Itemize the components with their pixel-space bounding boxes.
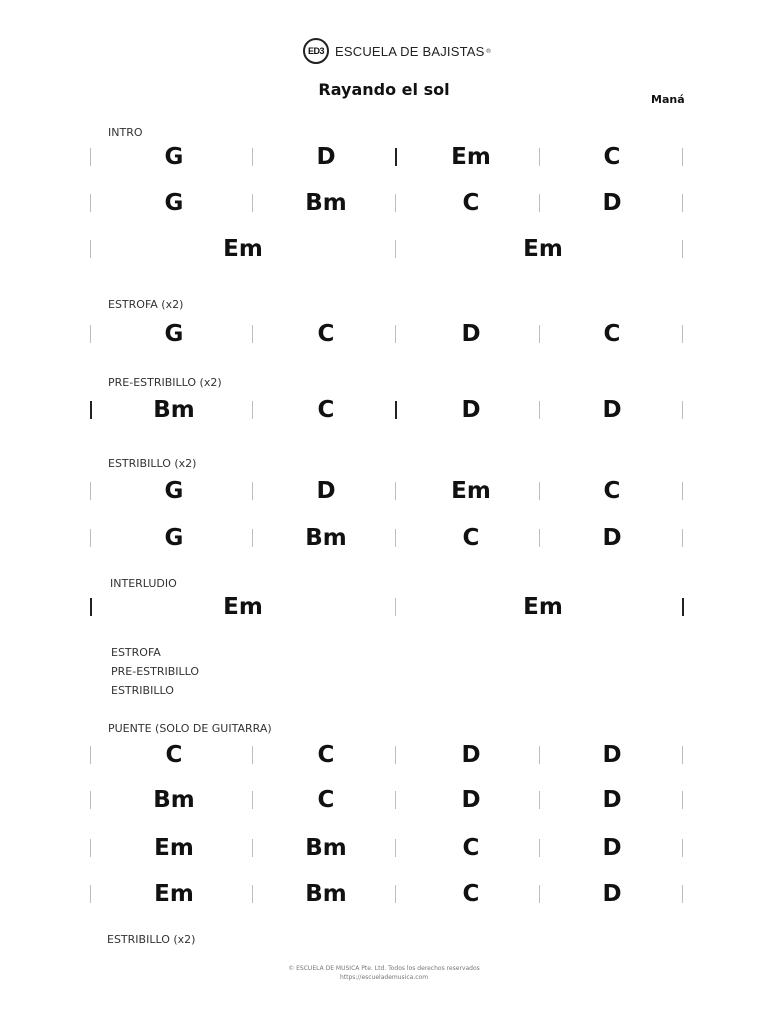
bar-line	[539, 746, 540, 764]
bar-line	[252, 839, 253, 857]
chord: G	[164, 144, 184, 170]
chord-row	[88, 521, 684, 555]
chord: G	[164, 190, 184, 216]
bar-line	[395, 148, 397, 166]
chord: C	[603, 478, 621, 504]
bar-line	[682, 325, 683, 343]
bar-line	[682, 240, 683, 258]
bar-line	[539, 529, 540, 547]
bar-line	[90, 529, 91, 547]
bar-line	[539, 885, 540, 903]
section-label-estribillo: ESTRIBILLO (x2)	[108, 457, 197, 470]
section-label-interludio: INTERLUDIO	[110, 577, 177, 590]
bar-line	[252, 148, 253, 166]
bar-line	[90, 240, 91, 258]
chord-row	[88, 393, 684, 427]
bar-line	[252, 529, 253, 547]
bar-line	[682, 839, 683, 857]
bar-line	[395, 529, 396, 547]
bar-line	[539, 194, 540, 212]
bar-line	[682, 885, 683, 903]
chord: Em	[154, 835, 194, 861]
song-title: Rayando el sol	[318, 80, 450, 99]
bar-line	[395, 401, 397, 419]
bar-line	[90, 148, 91, 166]
chord-row	[88, 877, 684, 911]
chord: Bm	[305, 881, 347, 907]
bar-line	[395, 839, 396, 857]
chord-row	[88, 140, 684, 174]
chord: Em	[523, 594, 563, 620]
chord: C	[317, 321, 335, 347]
logo-badge-icon: ED3	[303, 38, 329, 64]
section-label-pre-estribillo: PRE-ESTRIBILLO (x2)	[108, 376, 222, 389]
bar-line	[252, 194, 253, 212]
chord: Em	[154, 881, 194, 907]
bar-line	[539, 325, 540, 343]
bar-line	[252, 482, 253, 500]
chord: D	[461, 787, 481, 813]
chord-row	[88, 590, 684, 624]
chord: Em	[223, 236, 263, 262]
bar-line	[395, 194, 396, 212]
section-label-pre-estribillo-plain: PRE-ESTRIBILLO	[111, 665, 200, 678]
chord-row	[88, 232, 684, 266]
section-label-estribillo-plain: ESTRIBILLO	[111, 684, 174, 697]
chord-row	[88, 783, 684, 817]
bar-line	[682, 148, 683, 166]
bar-line	[682, 401, 683, 419]
bar-line	[90, 885, 91, 903]
registered-mark: ®	[485, 47, 492, 55]
chord: C	[462, 190, 480, 216]
bar-line	[682, 598, 684, 616]
bar-line	[395, 885, 396, 903]
chord: D	[602, 835, 622, 861]
bar-line	[682, 482, 683, 500]
chord-row	[88, 317, 684, 351]
chord: Em	[223, 594, 263, 620]
section-label-estrofa-plain: ESTROFA	[111, 646, 161, 659]
bar-line	[395, 791, 396, 809]
chord-row	[88, 738, 684, 772]
chord: Bm	[153, 787, 195, 813]
chord: D	[602, 525, 622, 551]
chord: D	[602, 787, 622, 813]
chord: C	[462, 881, 480, 907]
chord: C	[317, 742, 335, 768]
chord: D	[316, 478, 336, 504]
bar-line	[90, 401, 92, 419]
chord: G	[164, 478, 184, 504]
bar-line	[539, 482, 540, 500]
section-label-intro: INTRO	[108, 126, 143, 139]
section-label-puente: PUENTE (SOLO DE GUITARRA)	[108, 722, 272, 735]
logo-text: ESCUELA DE BAJISTAS	[335, 43, 485, 59]
chord: D	[602, 190, 622, 216]
chord: D	[461, 321, 481, 347]
bar-line	[90, 482, 91, 500]
chord: G	[164, 321, 184, 347]
chord: C	[462, 835, 480, 861]
bar-line	[539, 791, 540, 809]
bar-line	[395, 240, 396, 258]
bar-line	[252, 401, 253, 419]
bar-line	[90, 194, 91, 212]
chord: C	[165, 742, 183, 768]
chord-row	[88, 474, 684, 508]
chord: D	[602, 397, 622, 423]
chord-row	[88, 831, 684, 865]
bar-line	[90, 598, 92, 616]
bar-line	[682, 746, 683, 764]
bar-line	[539, 839, 540, 857]
bar-line	[395, 598, 396, 616]
bar-line	[90, 325, 91, 343]
chord: Bm	[305, 835, 347, 861]
bar-line	[395, 746, 396, 764]
chord: Bm	[305, 525, 347, 551]
chord: D	[602, 881, 622, 907]
chord: G	[164, 525, 184, 551]
bar-line	[395, 325, 396, 343]
chord: Em	[451, 478, 491, 504]
chord: Bm	[153, 397, 195, 423]
bar-line	[539, 148, 540, 166]
bar-line	[682, 194, 683, 212]
chord: Em	[451, 144, 491, 170]
bar-line	[90, 839, 91, 857]
chord: C	[317, 397, 335, 423]
chord: Em	[523, 236, 563, 262]
chord: C	[462, 525, 480, 551]
song-artist: Maná	[651, 93, 685, 106]
bar-line	[90, 791, 91, 809]
section-label-estrofa: ESTROFA (x2)	[108, 298, 184, 311]
brand-logo	[303, 36, 492, 66]
bar-line	[395, 482, 396, 500]
footer-copyright: © ESCUELA DE MUSICA Pte. Ltd. Todos los derechos reservados	[288, 965, 480, 972]
chord: D	[461, 397, 481, 423]
footer-url: https://escuelademusica.com	[339, 974, 429, 981]
bar-line	[252, 746, 253, 764]
chord: D	[602, 742, 622, 768]
chord: D	[461, 742, 481, 768]
bar-line	[682, 529, 683, 547]
chord-row	[88, 186, 684, 220]
chord: Bm	[305, 190, 347, 216]
chord: C	[603, 144, 621, 170]
bar-line	[682, 791, 683, 809]
section-label-estribillo-end: ESTRIBILLO (x2)	[107, 933, 196, 946]
bar-line	[252, 325, 253, 343]
bar-line	[252, 885, 253, 903]
bar-line	[90, 746, 91, 764]
chord: D	[316, 144, 336, 170]
chord: C	[317, 787, 335, 813]
chord: C	[603, 321, 621, 347]
bar-line	[252, 791, 253, 809]
bar-line	[539, 401, 540, 419]
